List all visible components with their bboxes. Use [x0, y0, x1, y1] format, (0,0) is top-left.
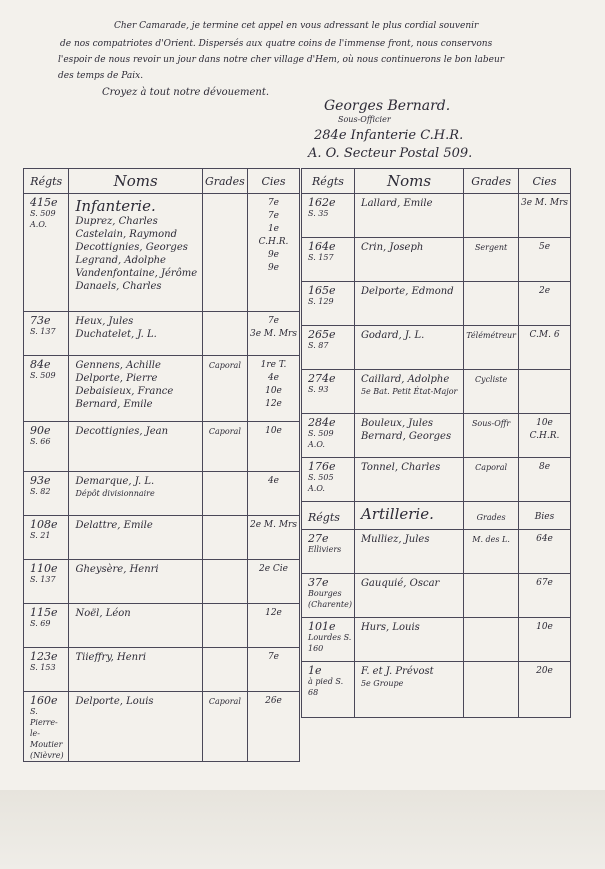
company-entry: 10e	[265, 386, 282, 396]
grade-entry: Caporal	[208, 361, 241, 370]
companies-cell	[247, 648, 299, 692]
table-row	[302, 458, 571, 502]
header-grades: Grades	[464, 169, 519, 194]
regiment-number: 108e	[30, 518, 58, 531]
table-row	[302, 370, 571, 414]
grades-cell	[202, 194, 247, 312]
names-cell	[69, 692, 202, 762]
header-companies: Cies	[247, 169, 299, 194]
table-row	[302, 238, 571, 282]
header-names: Noms	[69, 169, 202, 194]
name-entry: F. et J. Prévost	[360, 666, 434, 677]
sector-label: S. 69	[30, 619, 51, 628]
companies-cell	[519, 370, 571, 414]
regiment-number: 284e	[308, 416, 336, 429]
name-entry: Artillerie.	[360, 505, 434, 523]
paper-stain	[0, 790, 605, 869]
company-entry: 10e	[265, 426, 282, 436]
company-entry: 7e	[267, 652, 280, 662]
companies-cell	[519, 530, 571, 574]
names-cell	[354, 282, 463, 326]
letter-closing: Croyez à tout notre dévouement.	[102, 87, 270, 98]
name-entry: Delporte, Pierre	[75, 373, 158, 384]
company-entry: 3e M. Mrs	[249, 329, 297, 339]
name-entry: Infanterie.	[75, 197, 156, 215]
name-entry: Duchatelet, J. L.	[75, 329, 157, 340]
company-entry: 3e M. Mrs	[521, 198, 568, 208]
grades-cell	[202, 648, 247, 692]
regiment-cell	[24, 472, 69, 516]
companies-cell	[519, 326, 571, 370]
company-entry: 2e M. Mrs	[249, 520, 297, 530]
sector-label: S. 137	[30, 575, 56, 584]
regiment-cell	[24, 422, 69, 472]
grades-cell	[202, 604, 247, 648]
table-row	[24, 472, 300, 516]
name-entry: 5e Groupe	[360, 679, 404, 688]
letter-line-3: l'espoir de nous revoir un jour dans notre cher village d'Hem, où nous continuerons le bon labeur	[58, 55, 505, 65]
regiment-number: 164e	[308, 240, 336, 253]
regiment-number: 90e	[30, 424, 51, 437]
table-row	[24, 422, 300, 472]
company-entry: 20e	[536, 666, 553, 676]
table-row	[24, 516, 300, 560]
section-header-row	[302, 502, 571, 530]
sector-label: S. 153	[30, 663, 56, 672]
names-cell	[354, 502, 463, 530]
regiment-number: 93e	[30, 474, 51, 487]
grade-entry: Sergent	[474, 243, 508, 252]
regiment-cell	[24, 560, 69, 604]
names-cell	[354, 574, 463, 618]
companies-cell	[247, 472, 299, 516]
companies-cell	[519, 238, 571, 282]
regiment-cell	[302, 370, 355, 414]
company-entry: 12e	[265, 399, 282, 409]
company-entry: 4e	[267, 476, 280, 486]
company-entry: C.M. 6	[529, 330, 560, 340]
sector-label: S. Pierre-le-Moutier (Nièvre)	[30, 707, 64, 760]
grades-cell	[202, 560, 247, 604]
regiment-number: 84e	[30, 358, 51, 371]
regiment-cell	[302, 502, 355, 530]
names-cell	[69, 422, 202, 472]
companies-cell	[519, 618, 571, 662]
company-entry: 7e	[267, 316, 280, 326]
grades-cell	[464, 282, 519, 326]
company-entry: C.H.R.	[529, 431, 560, 441]
names-cell	[354, 458, 463, 502]
names-cell	[69, 312, 202, 356]
signature-name: Georges Bernard.	[324, 98, 451, 114]
companies-cell	[247, 422, 299, 472]
table-row	[302, 326, 571, 370]
regiment-cell	[302, 282, 355, 326]
header-grades: Grades	[202, 169, 247, 194]
regiment-cell	[302, 326, 355, 370]
table-row	[302, 414, 571, 458]
company-entry: 10e	[536, 418, 553, 428]
grade-entry: Cycliste	[474, 375, 508, 384]
companies-cell	[247, 356, 299, 422]
name-entry: Demarque, J. L.	[75, 476, 155, 487]
sector-label: S. 93	[308, 385, 329, 394]
name-entry: Heux, Jules	[75, 316, 134, 327]
companies-cell	[247, 312, 299, 356]
table-row	[24, 648, 300, 692]
grades-cell	[202, 312, 247, 356]
companies-cell	[247, 560, 299, 604]
grades-cell	[202, 356, 247, 422]
header-regiment: Régts	[24, 169, 69, 194]
company-entry: 4e	[267, 373, 280, 383]
sector-label: à pied S. 68	[308, 677, 344, 697]
grade-entry: Grades	[476, 512, 506, 522]
company-entry: 1re T.	[260, 360, 287, 370]
name-entry: Bernard, Georges	[360, 431, 452, 442]
name-entry: Decottignies, Jean	[75, 426, 169, 437]
names-cell	[69, 472, 202, 516]
regiment-cell	[24, 516, 69, 560]
names-cell	[354, 662, 463, 718]
names-cell	[354, 530, 463, 574]
name-entry: Vandenfontaine, Jérôme	[75, 268, 198, 279]
companies-cell	[519, 458, 571, 502]
regiment-cell	[24, 312, 69, 356]
grades-cell	[464, 326, 519, 370]
grades-cell	[464, 370, 519, 414]
companies-cell	[247, 604, 299, 648]
grades-cell	[464, 502, 519, 530]
name-entry: Dépôt divisionnaire	[75, 489, 155, 498]
names-cell	[354, 414, 463, 458]
company-entry: 12e	[265, 608, 282, 618]
regiment-number: 274e	[308, 372, 336, 385]
regiment-cell	[302, 574, 355, 618]
companies-cell	[519, 574, 571, 618]
header-names: Noms	[354, 169, 463, 194]
sector-label: S. 66	[30, 437, 51, 446]
grade-entry: M. des L.	[472, 535, 510, 544]
grades-cell	[464, 414, 519, 458]
regiment-number: 101e	[308, 620, 336, 633]
name-entry: 5e Bat. Petit État-Major	[360, 387, 458, 396]
letter-line-4: des temps de Paix.	[58, 71, 144, 81]
regiment-number: 123e	[30, 650, 58, 663]
names-cell	[354, 194, 463, 238]
grade-entry: Caporal	[208, 697, 241, 706]
sector-label: Bourges (Charente)	[308, 589, 352, 609]
name-entry: Danaels, Charles	[75, 281, 162, 292]
signature-unit: 284e Infanterie C.H.R.	[314, 128, 464, 143]
sector-label: S. 157	[308, 253, 334, 262]
companies-cell	[519, 414, 571, 458]
table-row	[24, 194, 300, 312]
name-entry: Caillard, Adolphe	[360, 374, 450, 385]
regiment-number: 160e	[30, 694, 58, 707]
table-row	[302, 282, 571, 326]
grade-entry: Sous-Offr	[471, 419, 511, 428]
name-entry: Delporte, Louis	[75, 696, 154, 707]
table-row	[24, 312, 300, 356]
regiment-number: 1e	[308, 664, 322, 677]
name-entry: Hurs, Louis	[360, 622, 420, 633]
regiment-number: 176e	[308, 460, 336, 473]
table-row	[24, 604, 300, 648]
name-entry: Gheysère, Henri	[75, 564, 159, 575]
name-entry: Noël, Léon	[75, 608, 131, 619]
regiment-number: Régts	[308, 510, 340, 524]
grades-cell	[202, 472, 247, 516]
company-entry: 2e	[538, 286, 551, 296]
sector-label: S. 129	[308, 297, 334, 306]
table-row	[24, 560, 300, 604]
regiment-cell	[24, 194, 69, 312]
company-entry: 9e	[267, 263, 280, 273]
regiment-cell	[302, 458, 355, 502]
company-entry: 8e	[538, 462, 551, 472]
name-entry: Legrand, Adolphe	[75, 255, 166, 266]
names-cell	[69, 560, 202, 604]
sector-label: S. 509	[30, 209, 56, 218]
companies-cell	[519, 662, 571, 718]
table-row	[24, 356, 300, 422]
name-entry: Gauquié, Oscar	[360, 578, 440, 589]
sector-label: S. 509	[30, 371, 56, 380]
grades-cell	[464, 530, 519, 574]
name-entry: Decottignies, Georges	[75, 242, 188, 253]
regiment-cell	[302, 618, 355, 662]
name-entry: Lallard, Emile	[360, 198, 433, 209]
sector-label: S. 505 A.O.	[308, 473, 334, 493]
grades-cell	[202, 516, 247, 560]
company-entry: 7e	[267, 198, 280, 208]
name-entry: Delattre, Emile	[75, 520, 153, 531]
regiment-number: 27e	[308, 532, 329, 545]
regiment-cell	[302, 194, 355, 238]
sector-label: S. 35	[308, 209, 329, 218]
names-cell	[69, 194, 202, 312]
sector-label: Elliviers	[308, 545, 342, 554]
company-entry: 64e	[536, 534, 553, 544]
signature-rank: Sous-Officier	[338, 115, 391, 124]
sector-label: S. 137	[30, 327, 56, 336]
company-entry: 2e Cie	[258, 564, 288, 574]
regiment-number: 110e	[30, 562, 58, 575]
letter-line-2: de nos compatriotes d'Orient. Dispersés aux quatre coins de l'immense front, nous conservons	[60, 39, 493, 49]
company-entry: Bies	[534, 511, 555, 522]
grade-entry: Télémétreur	[466, 331, 516, 340]
regiment-number: 115e	[30, 606, 58, 619]
name-entry: Bernard, Emile	[75, 399, 153, 410]
regiment-cell	[302, 662, 355, 718]
company-entry: 10e	[536, 622, 553, 632]
regiment-cell	[302, 414, 355, 458]
sector-label: Lourdes S. 160	[308, 633, 352, 653]
names-cell	[354, 238, 463, 282]
name-entry: Castelain, Raymond	[75, 229, 178, 240]
company-entry: 5e	[538, 242, 551, 252]
infantry-artillery-table-right	[301, 168, 571, 718]
table-row	[24, 692, 300, 762]
companies-cell	[247, 516, 299, 560]
names-cell	[354, 326, 463, 370]
names-cell	[69, 356, 202, 422]
companies-cell	[247, 692, 299, 762]
table-row	[302, 618, 571, 662]
grades-cell	[464, 662, 519, 718]
company-entry: 1e	[267, 224, 280, 234]
regiment-number: 37e	[308, 576, 329, 589]
company-entry: 26e	[265, 696, 282, 706]
names-cell	[354, 618, 463, 662]
name-entry: Gennens, Achille	[75, 360, 161, 371]
regiment-number: 265e	[308, 328, 336, 341]
regiment-number: 73e	[30, 314, 51, 327]
regiment-cell	[24, 648, 69, 692]
signature-postal: A. O. Secteur Postal 509.	[308, 146, 473, 161]
grade-entry: Caporal	[475, 463, 508, 472]
name-entry: Bouleux, Jules	[360, 418, 433, 429]
grades-cell	[202, 422, 247, 472]
table-row	[302, 530, 571, 574]
grades-cell	[464, 458, 519, 502]
grades-cell	[464, 618, 519, 662]
name-entry: Tonnel, Charles	[360, 462, 441, 473]
regiment-cell	[302, 238, 355, 282]
regiment-number: 162e	[308, 196, 336, 209]
names-cell	[69, 604, 202, 648]
name-entry: Godard, J. L.	[360, 330, 425, 341]
regiment-cell	[24, 692, 69, 762]
letter-line-1: Cher Camarade, je termine cet appel en vous adressant le plus cordial souvenir	[114, 21, 479, 31]
grade-entry: Caporal	[208, 427, 241, 436]
name-entry: Crin, Joseph	[360, 242, 424, 253]
grades-cell	[464, 574, 519, 618]
names-cell	[69, 648, 202, 692]
sector-label: S. 82	[30, 487, 51, 496]
table-row	[302, 194, 571, 238]
regiment-cell	[302, 530, 355, 574]
sector-label: S. 509 A.O.	[308, 429, 334, 449]
regiment-number: 415e	[30, 196, 58, 209]
sector-label: S. 21	[30, 531, 51, 540]
companies-cell	[519, 282, 571, 326]
regiment-number: 165e	[308, 284, 336, 297]
grades-cell	[464, 238, 519, 282]
companies-cell	[519, 194, 571, 238]
company-entry: 9e	[267, 250, 280, 260]
name-entry: Delporte, Edmond	[360, 286, 454, 297]
sector-label: S. 87	[308, 341, 329, 350]
name-entry: Tiieffry, Henri	[75, 652, 147, 663]
companies-cell	[247, 194, 299, 312]
names-cell	[69, 516, 202, 560]
grades-cell	[464, 194, 519, 238]
name-entry: Duprez, Charles	[75, 216, 158, 227]
company-entry: 7e	[267, 211, 280, 221]
infantry-table-left	[23, 168, 300, 762]
name-entry: Mulliez, Jules	[360, 534, 430, 545]
table-row	[302, 662, 571, 718]
company-entry: 67e	[536, 578, 553, 588]
header-regiment: Régts	[302, 169, 355, 194]
name-entry: Debaisieux, France	[75, 386, 174, 397]
table-row	[302, 574, 571, 618]
grades-cell	[202, 692, 247, 762]
sector-label: A.O.	[30, 220, 47, 229]
header-companies: Cies	[519, 169, 571, 194]
names-cell	[354, 370, 463, 414]
company-entry: C.H.R.	[258, 237, 289, 247]
companies-cell	[519, 502, 571, 530]
regiment-cell	[24, 604, 69, 648]
regiment-cell	[24, 356, 69, 422]
